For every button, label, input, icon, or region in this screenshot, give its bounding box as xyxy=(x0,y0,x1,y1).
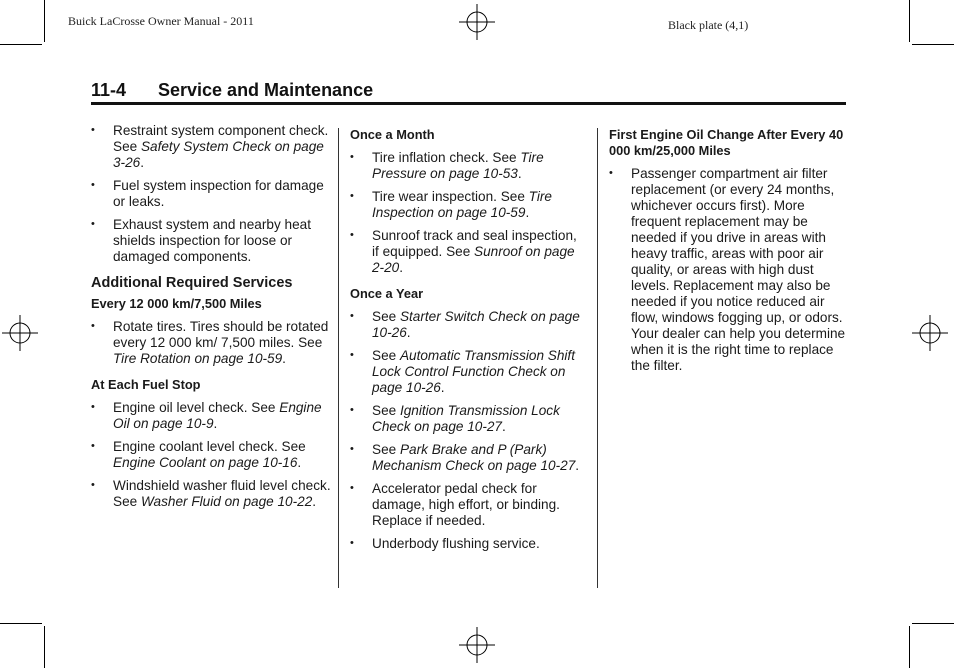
list-item xyxy=(350,150,586,182)
cross-reference: Safety System Check on page 3-26 xyxy=(113,139,324,170)
list-item-text xyxy=(372,536,540,551)
bullet-icon: • xyxy=(609,167,613,179)
item-text: Tire inflation check. See xyxy=(372,150,521,165)
item-punctuation: . xyxy=(312,494,317,509)
item-text: Tire wear inspection. See xyxy=(372,189,529,204)
item-text: See xyxy=(372,309,400,324)
list-item xyxy=(350,189,586,221)
item-punctuation: . xyxy=(517,166,522,181)
list-item-text xyxy=(372,309,580,340)
item-text: Underbody flushing service. xyxy=(372,536,540,551)
item-text: Engine coolant level check. See xyxy=(113,439,306,454)
bullet-icon: • xyxy=(91,320,95,332)
item-punctuation: . xyxy=(440,380,445,395)
item-punctuation: . xyxy=(575,458,580,473)
cross-reference: Automatic Transmission Shift Lock Control Function Check on page 10-26 xyxy=(372,348,575,395)
list-item-text xyxy=(372,481,560,528)
list-item-text xyxy=(372,348,575,395)
bullet-icon: • xyxy=(350,190,354,202)
list-item-text xyxy=(113,217,311,264)
crop-mark-bottom-right-v xyxy=(909,626,910,668)
bullet-list xyxy=(350,150,586,276)
list-item-text xyxy=(113,400,322,431)
bullet-list xyxy=(350,309,586,552)
cross-reference: Ignition Transmission Lock Check on page 10-27 xyxy=(372,403,560,434)
subsection-title: Once a Year xyxy=(350,286,424,301)
list-item-text xyxy=(113,123,328,170)
list-item xyxy=(350,348,586,396)
list-item xyxy=(91,319,331,367)
list-item-text xyxy=(113,178,324,209)
crop-mark-bottom-right-h xyxy=(912,623,954,624)
list-item xyxy=(350,536,586,552)
crop-mark-top-right-h xyxy=(912,44,954,45)
crop-mark-top-right-v xyxy=(909,0,910,42)
item-punctuation: . xyxy=(213,416,218,431)
item-punctuation: . xyxy=(140,155,144,170)
list-item-text xyxy=(372,150,544,181)
cross-reference: Starter Switch Check on page 10-26 xyxy=(372,309,580,340)
crop-mark-top-left-h xyxy=(0,44,42,45)
item-text: Engine oil level check. See xyxy=(113,400,280,415)
print-header-left: Buick LaCrosse Owner Manual - 2011 xyxy=(68,14,254,28)
list-item-text xyxy=(113,478,331,509)
item-text: Fuel system inspection for damage or leaks. xyxy=(113,178,324,209)
item-punctuation: . xyxy=(502,419,506,434)
item-text: Windshield washer fluid level check. See xyxy=(113,478,331,509)
list-item xyxy=(91,400,331,432)
registration-mark-right-icon xyxy=(912,315,948,351)
bullet-list xyxy=(91,400,331,510)
item-punctuation: . xyxy=(399,260,403,275)
bullet-list xyxy=(91,123,331,265)
list-item xyxy=(91,439,331,471)
column-1 xyxy=(91,123,331,517)
registration-mark-left-icon xyxy=(2,315,38,351)
list-item xyxy=(91,123,331,171)
registration-mark-top-icon xyxy=(459,4,495,40)
header-rule xyxy=(91,102,846,105)
cross-reference: Engine Oil on page 10-9 xyxy=(113,400,322,431)
bullet-icon: • xyxy=(350,229,354,241)
subsection-title: At Each Fuel Stop xyxy=(91,377,201,392)
list-item xyxy=(350,403,586,435)
cross-reference: Engine Coolant on page 10-16 xyxy=(113,455,298,470)
item-text: Passenger compartment air filter replacement (or every 24 months, whichever occurs first). More frequent replacement may be needed if you drive in areas with heavy traffic, areas with poor air quality, or areas with high dust levels. Replacement may also be needed if you notice reduced air flow, windows fogging up, or odors. Your dealer can help you determine when it is the right time to replace the filter. xyxy=(631,166,846,373)
bullet-list xyxy=(609,166,847,374)
cross-reference: Tire Pressure on page 10-53 xyxy=(372,150,544,181)
cross-reference: Washer Fluid on page 10-22 xyxy=(140,494,313,509)
subsection-title: Once a Month xyxy=(350,127,435,142)
page-title: Service and Maintenance xyxy=(158,80,374,100)
bullet-icon: • xyxy=(91,440,95,452)
list-item xyxy=(91,217,331,265)
page-number: 11-4 xyxy=(91,80,127,100)
cross-reference: Sunroof on page 2-20 xyxy=(372,244,575,275)
list-item xyxy=(350,228,586,276)
list-item xyxy=(350,442,586,474)
crop-mark-bottom-left-h xyxy=(0,623,42,624)
bullet-icon: • xyxy=(350,537,354,549)
item-punctuation: . xyxy=(525,205,530,220)
list-item xyxy=(609,166,847,374)
item-text: Accelerator pedal check for damage, high effort, or binding. Replace if needed. xyxy=(372,481,560,528)
column-divider-2 xyxy=(597,128,598,588)
list-item-text xyxy=(372,228,577,275)
bullet-icon: • xyxy=(91,124,95,136)
crop-mark-bottom-left-v xyxy=(44,626,45,668)
column-divider-1 xyxy=(338,128,339,588)
bullet-icon: • xyxy=(350,482,354,494)
list-item xyxy=(350,481,586,529)
registration-mark-bottom-icon xyxy=(459,627,495,663)
bullet-icon: • xyxy=(350,404,354,416)
list-item-text xyxy=(372,403,560,434)
cross-reference: Tire Inspection on page 10-59 xyxy=(372,189,552,220)
print-header-right: Black plate (4,1) xyxy=(668,18,749,32)
page-header xyxy=(91,80,846,101)
item-text: Exhaust system and nearby heat shields inspection for loose or damaged components. xyxy=(113,217,311,264)
bullet-icon: • xyxy=(91,479,95,491)
list-item-text xyxy=(113,439,306,470)
subsection-title: First Engine Oil Change After Every 40 000 km/25,000 Miles xyxy=(609,127,844,158)
column-2 xyxy=(350,123,586,559)
item-text: See xyxy=(372,348,400,363)
bullet-icon: • xyxy=(350,310,354,322)
bullet-icon: • xyxy=(91,179,95,191)
cross-reference: Park Brake and P (Park) Mechanism Check on page 10-27 xyxy=(372,442,576,473)
list-item xyxy=(91,478,331,510)
bullet-icon: • xyxy=(91,401,95,413)
cross-reference: Tire Rotation on page 10-59 xyxy=(113,351,283,366)
item-text: See xyxy=(372,442,400,457)
column-3 xyxy=(609,123,847,381)
item-punctuation: . xyxy=(297,455,302,470)
bullet-icon: • xyxy=(350,151,354,163)
bullet-icon: • xyxy=(350,443,354,455)
item-punctuation: . xyxy=(282,351,286,366)
item-text: See xyxy=(372,403,400,418)
item-text: Sunroof track and seal inspection, if equipped. See xyxy=(372,228,577,259)
subsection-title: Every 12 000 km/7,500 Miles xyxy=(91,296,262,311)
bullet-list xyxy=(91,319,331,367)
list-item-text xyxy=(372,189,552,220)
list-item-text xyxy=(372,442,579,473)
list-item xyxy=(350,309,586,341)
item-text: Restraint system component check. See xyxy=(113,123,329,154)
item-text: Rotate tires. Tires should be rotated every 12 000 km/ 7,500 miles. See xyxy=(113,319,329,350)
bullet-icon: • xyxy=(91,218,95,230)
section-title: Additional Required Services xyxy=(91,275,293,291)
list-item-text xyxy=(113,319,328,366)
list-item-text xyxy=(631,166,845,373)
bullet-icon: • xyxy=(350,349,354,361)
crop-mark-top-left-v xyxy=(44,0,45,42)
list-item xyxy=(91,178,331,210)
item-punctuation: . xyxy=(406,325,411,340)
